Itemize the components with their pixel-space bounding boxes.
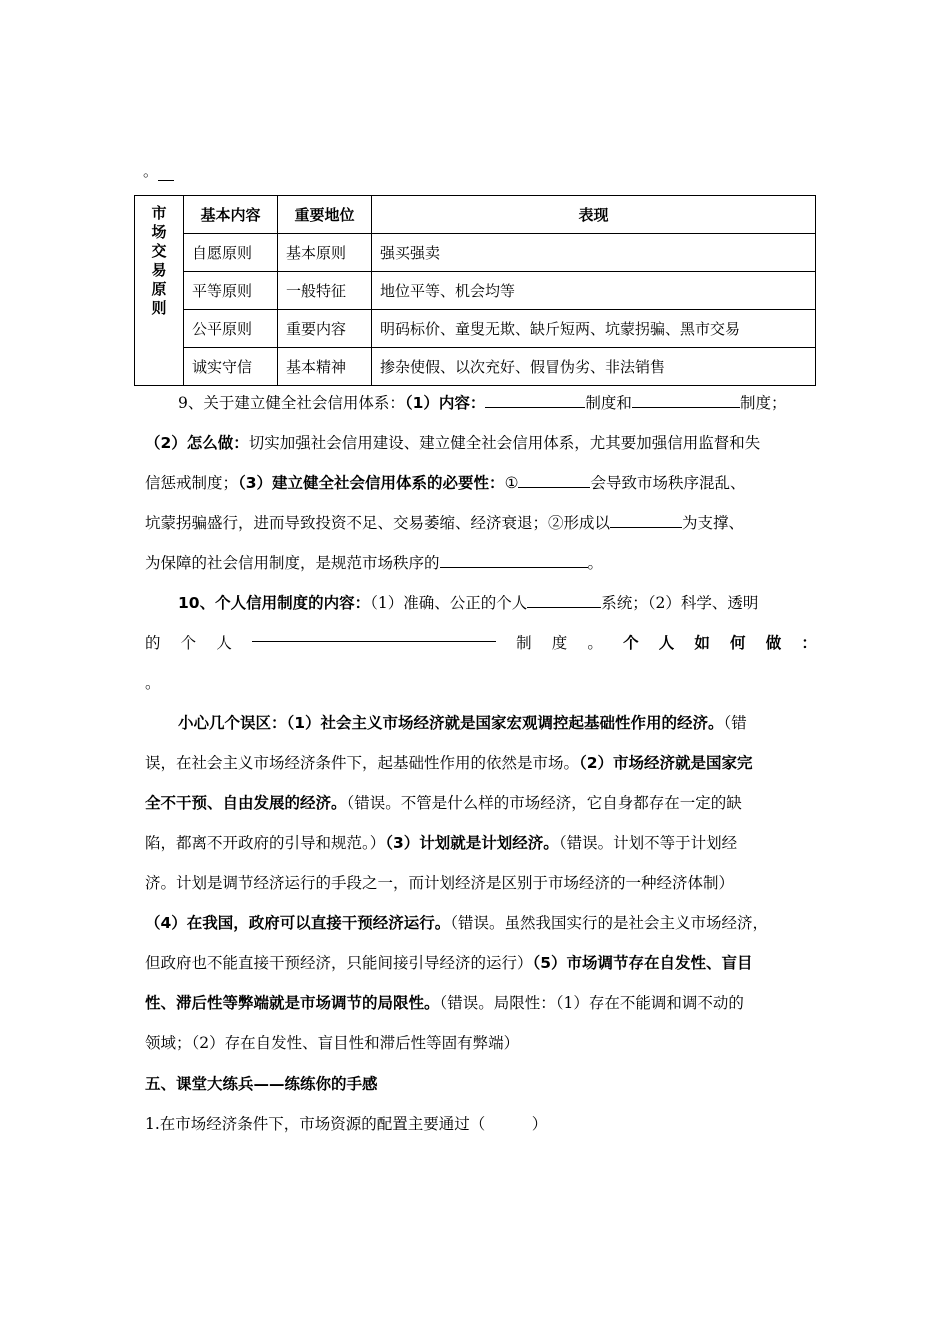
- q9-line-2: （2）怎么做：切实加强社会信用建设、建立健全社会信用体系，尤其要加强信用监督和失: [145, 434, 761, 452]
- table-cell: 地位平等、机会均等: [372, 272, 816, 310]
- header-importance: 重要地位: [278, 196, 372, 234]
- blank-field[interactable]: [485, 389, 585, 408]
- mistakes-line-9: 领域；（2）存在自发性、盲目性和滞后性等固有弊端）: [145, 1034, 520, 1052]
- q10-line-2: 的 个 人 制 度 。 个 人 如 何 做 ：: [145, 623, 817, 663]
- blank-field[interactable]: [518, 469, 590, 488]
- table-cell: 基本原则: [278, 234, 372, 272]
- q9-line-4: 坑蒙拐骗盛行，进而导致投资不足、交易萎缩、经济衰退；②形成以 为支撑、: [145, 503, 817, 543]
- table-row: [135, 348, 816, 386]
- table-cell: 强买强卖: [372, 234, 816, 272]
- table-cell: 自愿原则: [184, 234, 278, 272]
- mistakes-line-2: 误，在社会主义市场经济条件下，起基础性作用的依然是市场。（2）市场经济就是国家完: [145, 754, 753, 772]
- table-cell: 基本精神: [278, 348, 372, 386]
- table-cell: 明码标价、童叟无欺、缺斤短两、坑蒙拐骗、黑市交易: [372, 310, 816, 348]
- blank-field[interactable]: [610, 509, 682, 528]
- header-manifestation: 表现: [372, 196, 816, 234]
- table-row: [135, 272, 816, 310]
- mistakes-line-3: 全不干预、自由发展的经济。（错误。不管是什么样的市场经济，它自身都存在一定的缺: [145, 794, 742, 812]
- blank-field[interactable]: [632, 389, 740, 408]
- table-row: [135, 234, 816, 272]
- mistakes-line-5: 济。计划是调节经济运行的手段之一，而计划经济是区别于市场经济的一种经济体制）: [145, 874, 735, 892]
- table-side-title: 市场交易原则: [135, 196, 184, 386]
- mistakes-section: [145, 703, 817, 1063]
- table-cell: 公平原则: [184, 310, 278, 348]
- blank-field[interactable]: [527, 589, 601, 608]
- table-cell: 平等原则: [184, 272, 278, 310]
- table-cell: 掺杂使假、以次充好、假冒伪劣、非法销售: [372, 348, 816, 386]
- question-1: 1.在市场经济条件下，市场资源的配置主要通过（ ）: [145, 1115, 548, 1133]
- mistakes-line-1: 小心几个误区：（1）社会主义市场经济就是国家宏观调控起基础性作用的经济。（错: [178, 714, 747, 732]
- section-5: [145, 1064, 817, 1144]
- question-10: [145, 583, 817, 703]
- blank-field[interactable]: [440, 549, 588, 568]
- mistakes-line-8: 性、滞后性等弊端就是市场调节的局限性。（错误。局限性：（1）存在不能调和调不动的: [145, 994, 744, 1012]
- mistakes-line-4: 陷，都离不开政府的引导和规范。）（3）计划就是计划经济。（错误。计划不等于计划经: [145, 834, 738, 852]
- q10-line-1: 10、个人信用制度的内容：（1）准确、公正的个人 系统；（2）科学、透明: [145, 583, 817, 623]
- q9-line-1: 9、关于建立健全社会信用体系：（1）内容： 制度和 制度；: [145, 383, 817, 423]
- market-principles-table: [134, 195, 816, 386]
- q9-line-5: 为保障的社会信用制度，是规范市场秩序的 。: [145, 543, 817, 583]
- section-5-heading: 五、课堂大练兵——练练你的手感: [145, 1075, 378, 1093]
- mistakes-line-6: （4）在我国，政府可以直接干预经济运行。（错误。虽然我国实行的是社会主义市场经济，: [145, 914, 769, 932]
- q9-line-3: 信惩戒制度；（3）建立健全社会信用体系的必要性：① 会导致市场秩序混乱、: [145, 463, 817, 503]
- table-cell: 重要内容: [278, 310, 372, 348]
- table-cell: 一般特征: [278, 272, 372, 310]
- q10-line-3: 。: [145, 674, 161, 692]
- table-cell: 诚实守信: [184, 348, 278, 386]
- top-mark: 。: [143, 160, 174, 181]
- mistakes-line-7: 但政府也不能直接干预经济，只能间接引导经济的运行）（5）市场调节存在自发性、盲目: [145, 954, 753, 972]
- header-basic-content: 基本内容: [184, 196, 278, 234]
- question-9: [145, 383, 817, 583]
- table-header-row: [135, 196, 816, 234]
- table-row: [135, 310, 816, 348]
- blank-field[interactable]: [252, 623, 496, 642]
